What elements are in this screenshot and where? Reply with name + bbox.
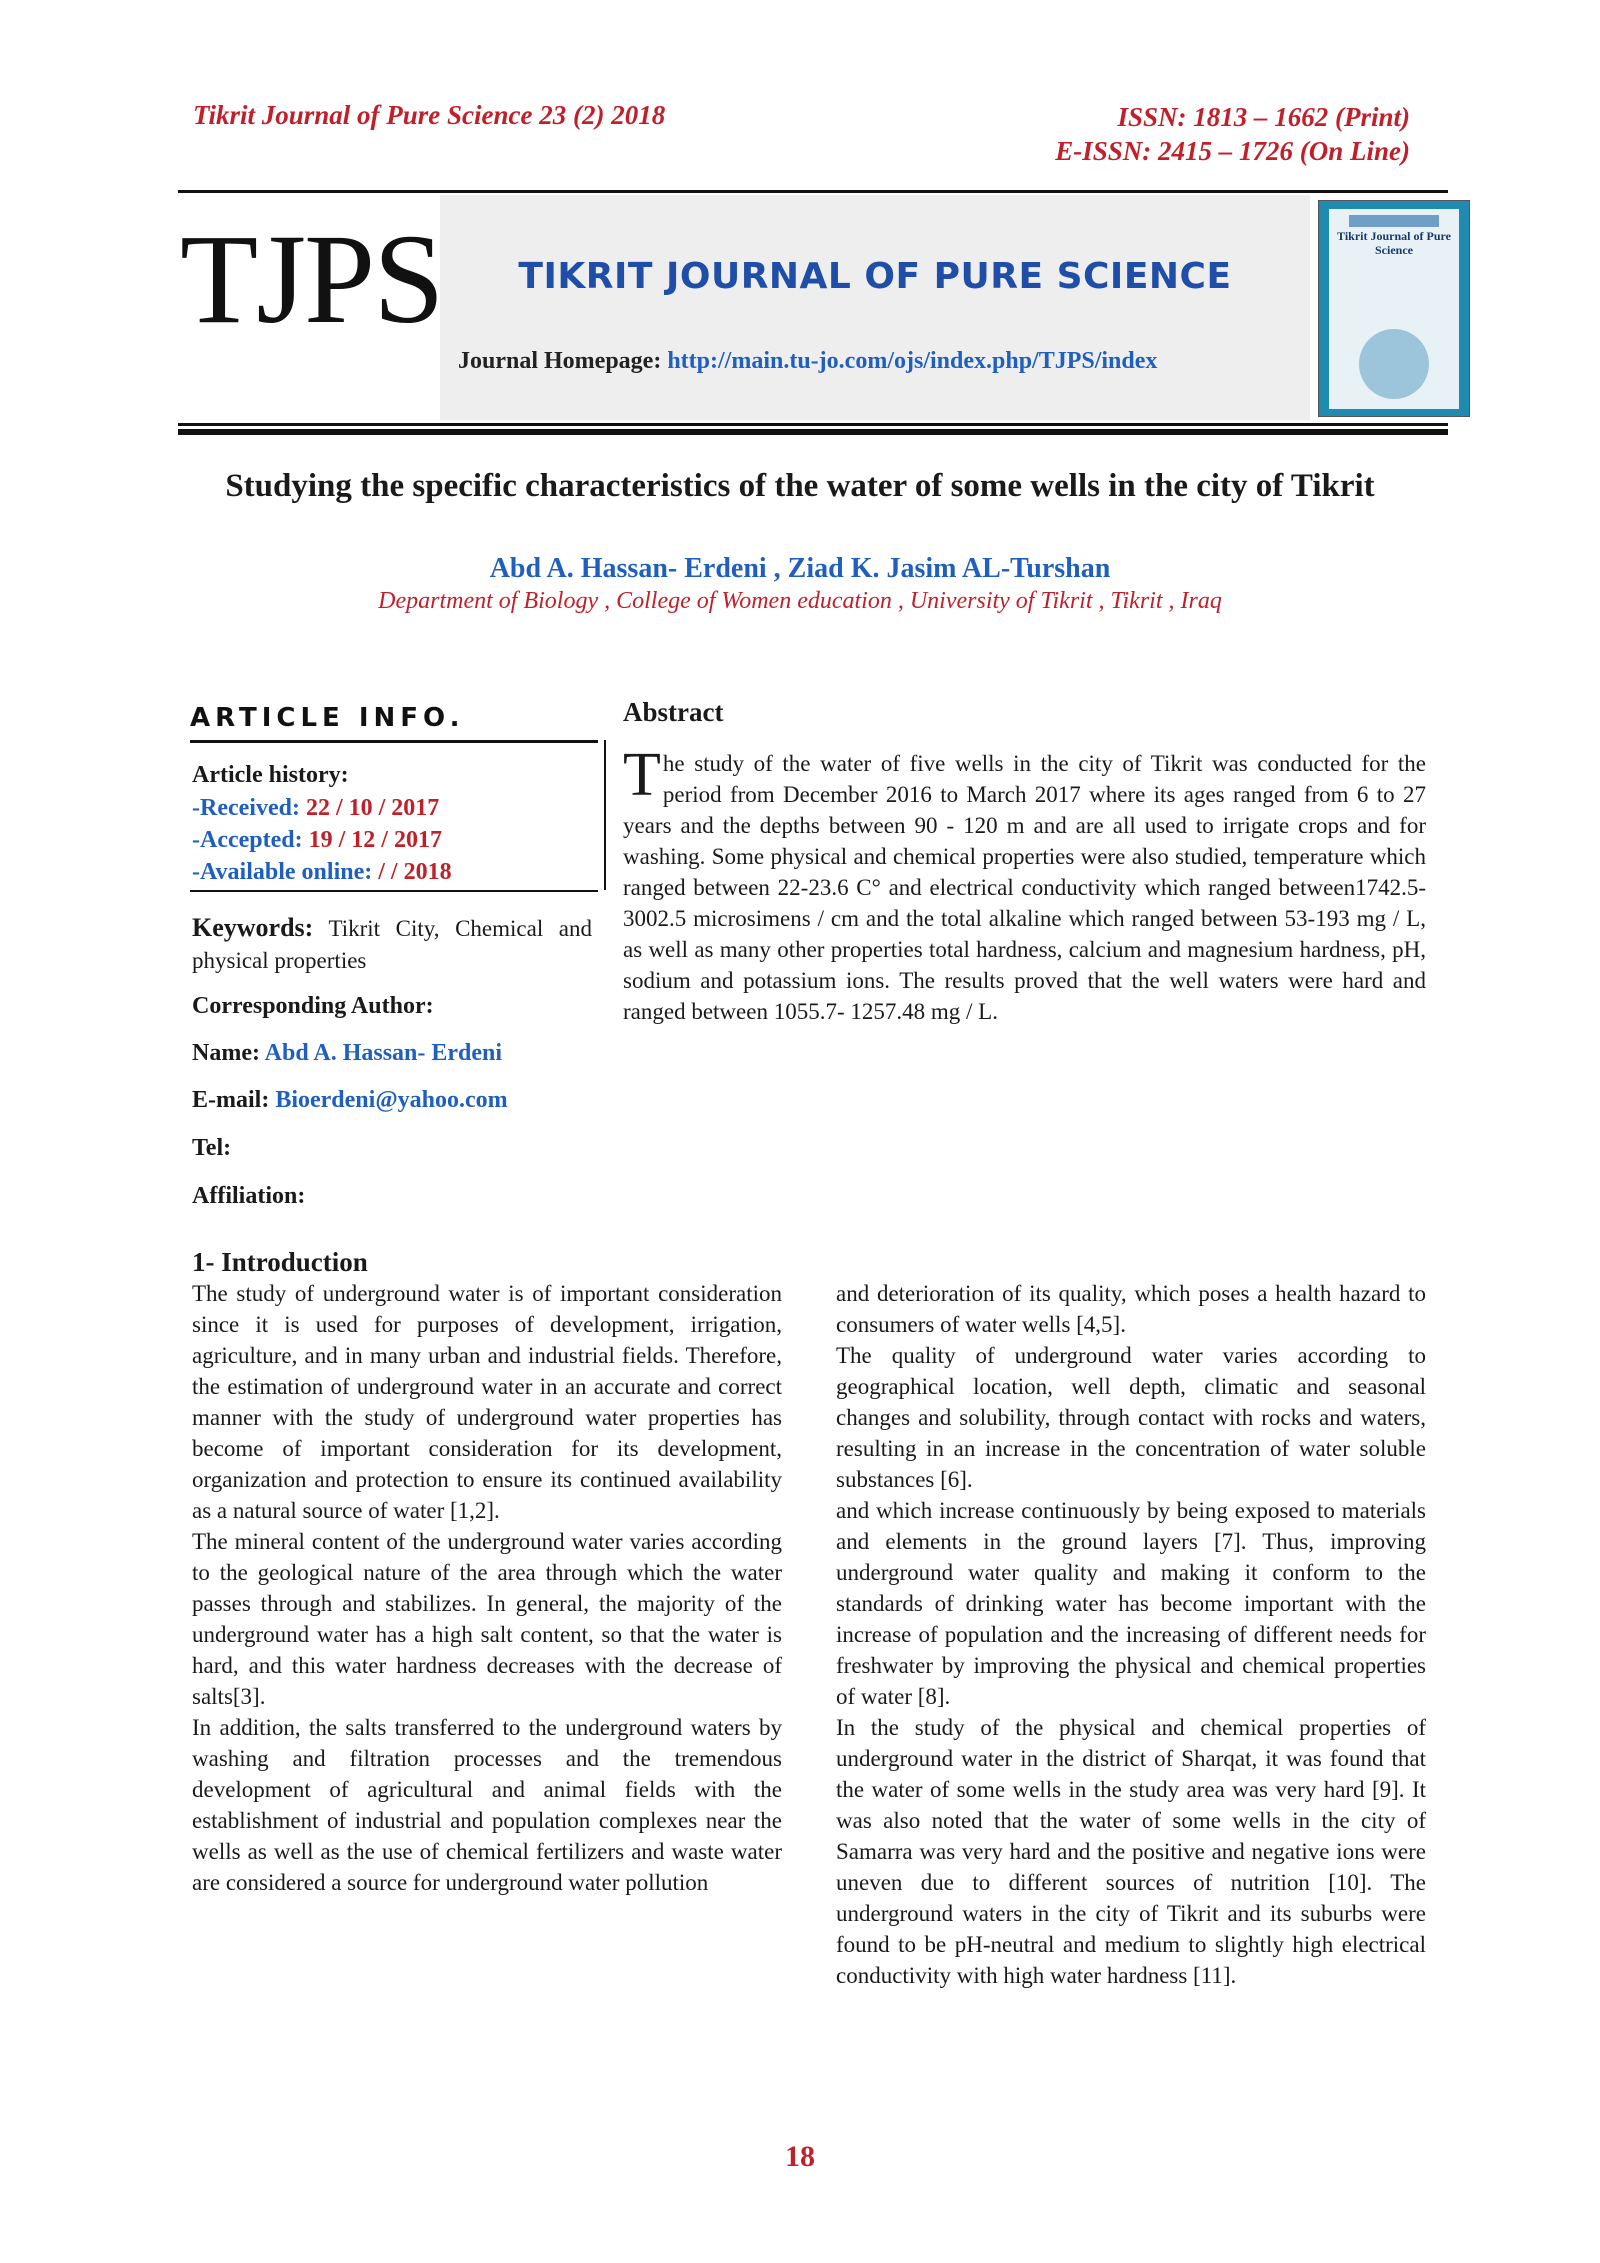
keywords xyxy=(192,912,592,977)
journal-cover-image xyxy=(1318,200,1470,417)
journal-issue: Tikrit Journal of Pure Science 23 (2) 2018 xyxy=(193,100,666,130)
paragraph: In the study of the physical and chemical properties of underground water in the district of Sharqat, it was found that the water of some wells in the study area was very hard [9]. It was also noted that the water of some wells in the city of Samarra was very hard and the positive and negative ions were uneven due to different sources of nutrition [10]. The underground waters in the city of Tikrit and its suburbs were found to be pH-neutral and medium to slightly high electrical conductivity with high water hardness [11]. xyxy=(836,1715,1426,1988)
journal-logo: TJPS xyxy=(180,208,443,350)
paragraph: and which increase continuously by being exposed to materials and elements in the ground layers [7]. Thus, improving underground water quality and making it conform to the standards of drinking water has become important with the increase of population and the increasing of different needs for freshwater by improving the physical and chemical properties of water [8]. xyxy=(836,1498,1426,1709)
issn-print: ISSN: 1813 – 1662 (Print) xyxy=(1117,102,1410,132)
paper-authors: Abd A. Hassan- Erdeni , Ziad K. Jasim AL-Turshan xyxy=(489,553,1111,584)
banner-bottom-rule-thick xyxy=(178,429,1448,435)
issn-block xyxy=(1055,100,1410,168)
online-value: / / 2018 xyxy=(378,859,452,885)
introduction-heading: 1- Introduction xyxy=(192,1247,368,1277)
paragraph: The mineral content of the underground water varies according to the geological nature of the area through which the water passes through and stabilizes. In general, the majority of the underground water has a high salt content, so that the water is hard, and this water hardness decreases with the decrease of salts[3]. xyxy=(192,1529,782,1709)
paragraph: In addition, the salts transferred to the underground waters by washing and filtration processes and the tremendous development of agricultural and animal fields with the establishment of industrial and population complexes near the wells as well as the use of chemical fertilizers and waste water are considered a source for underground water pollution xyxy=(192,1715,782,1895)
paper-title: Studying the specific characteristics of the water of some wells in the city of Tikrit xyxy=(225,468,1375,504)
banner-background xyxy=(440,195,1310,420)
introduction-left-column xyxy=(192,1278,782,1898)
paper-affiliation: Department of Biology , College of Women education , University of Tikrit , Tikrit , Iraq xyxy=(378,588,1222,614)
name-label: Name: xyxy=(192,1040,265,1066)
online-date xyxy=(192,859,452,886)
homepage-link[interactable]: http://main.tu-jo.com/ojs/index.php/TJPS/index xyxy=(667,348,1158,374)
page-number: 18 xyxy=(785,2140,815,2173)
cover-panel xyxy=(1329,209,1459,409)
cover-emblem xyxy=(1359,329,1429,399)
homepage-label: Journal Homepage: xyxy=(458,348,668,374)
abstract-divider xyxy=(604,740,606,890)
paragraph: and deterioration of its quality, which poses a health hazard to consumers of water wells [4,5]. xyxy=(836,1281,1426,1337)
banner-top-rule xyxy=(178,190,1448,193)
paragraph: The study of underground water is of important consideration since it is used for purposes of development, irrigation, agriculture, and in many urban and industrial fields. Therefore, the estimation of underground water in an accurate and correct manner with the study of underground water properties has become of important consideration for its development, organization and protection to ensure its continued availability as a natural source of water [1,2]. xyxy=(192,1281,782,1523)
issn-online: E-ISSN: 2415 – 1726 (On Line) xyxy=(1055,136,1410,166)
tel-label: Tel: xyxy=(192,1135,232,1161)
history-rule xyxy=(190,890,598,892)
journal-homepage xyxy=(458,348,1157,375)
accepted-value: 19 / 12 / 2017 xyxy=(308,827,442,853)
article-info-rule xyxy=(190,740,598,743)
paragraph: The quality of underground water varies according to geographical location, well depth, climatic and seasonal changes and solubility, through contact with rocks and waters, resulting in an increase in the concentration of water soluble substances [6]. xyxy=(836,1343,1426,1492)
article-info-heading: ARTICLE INFO. xyxy=(190,703,465,733)
corresponding-label: Corresponding Author: xyxy=(192,993,434,1019)
name-value: Abd A. Hassan- Erdeni xyxy=(264,1040,503,1066)
author-name xyxy=(192,1040,502,1067)
affiliation-label: Affiliation: xyxy=(192,1183,306,1209)
banner-bottom-rule-thin xyxy=(178,423,1448,426)
accepted-date xyxy=(192,827,442,854)
received-date xyxy=(192,795,439,822)
keywords-value: Tikrit City, Chemical and physical properties xyxy=(192,916,592,973)
abstract-text xyxy=(623,741,1426,1027)
email-label: E-mail: xyxy=(192,1087,276,1113)
email-link[interactable]: Bioerdeni@yahoo.com xyxy=(275,1087,508,1113)
abstract-body: he study of the water of five wells in the city of Tikrit was conducted for the period from December 2016 to March 2017 where its ages ranged from 6 to 27 years and the depths between 90 - 120 m and are all used to irrigate crops and for washing. Some physical and chemical properties were also studied, temperature which ranged between 22-23.6 C° and electrical conductivity which ranged between1742.5-3002.5 microsimens / cm and the total alkaline which ranged between 53-193 mg / L, as well as many other properties total hardness, calcium and magnesium hardness, pH, sodium and potassium ions. The results proved that the well waters were hard and ranged between 1055.7- 1257.48 mg / L. xyxy=(623,751,1426,1024)
online-label: -Available online: xyxy=(192,859,379,885)
author-email xyxy=(192,1087,508,1114)
journal-name: TIKRIT JOURNAL OF PURE SCIENCE xyxy=(518,256,1232,297)
history-label: Article history: xyxy=(192,762,349,788)
keywords-label: Keywords: xyxy=(192,913,314,942)
introduction-right-column xyxy=(836,1278,1426,1991)
received-label: -Received: xyxy=(192,795,306,821)
abstract-dropcap: T xyxy=(623,741,661,809)
accepted-label: -Accepted: xyxy=(192,827,309,853)
cover-badge xyxy=(1349,215,1439,227)
cover-title: Tikrit Journal of Pure Science xyxy=(1337,229,1451,257)
received-value: 22 / 10 / 2017 xyxy=(305,795,440,821)
abstract-heading: Abstract xyxy=(623,697,724,727)
